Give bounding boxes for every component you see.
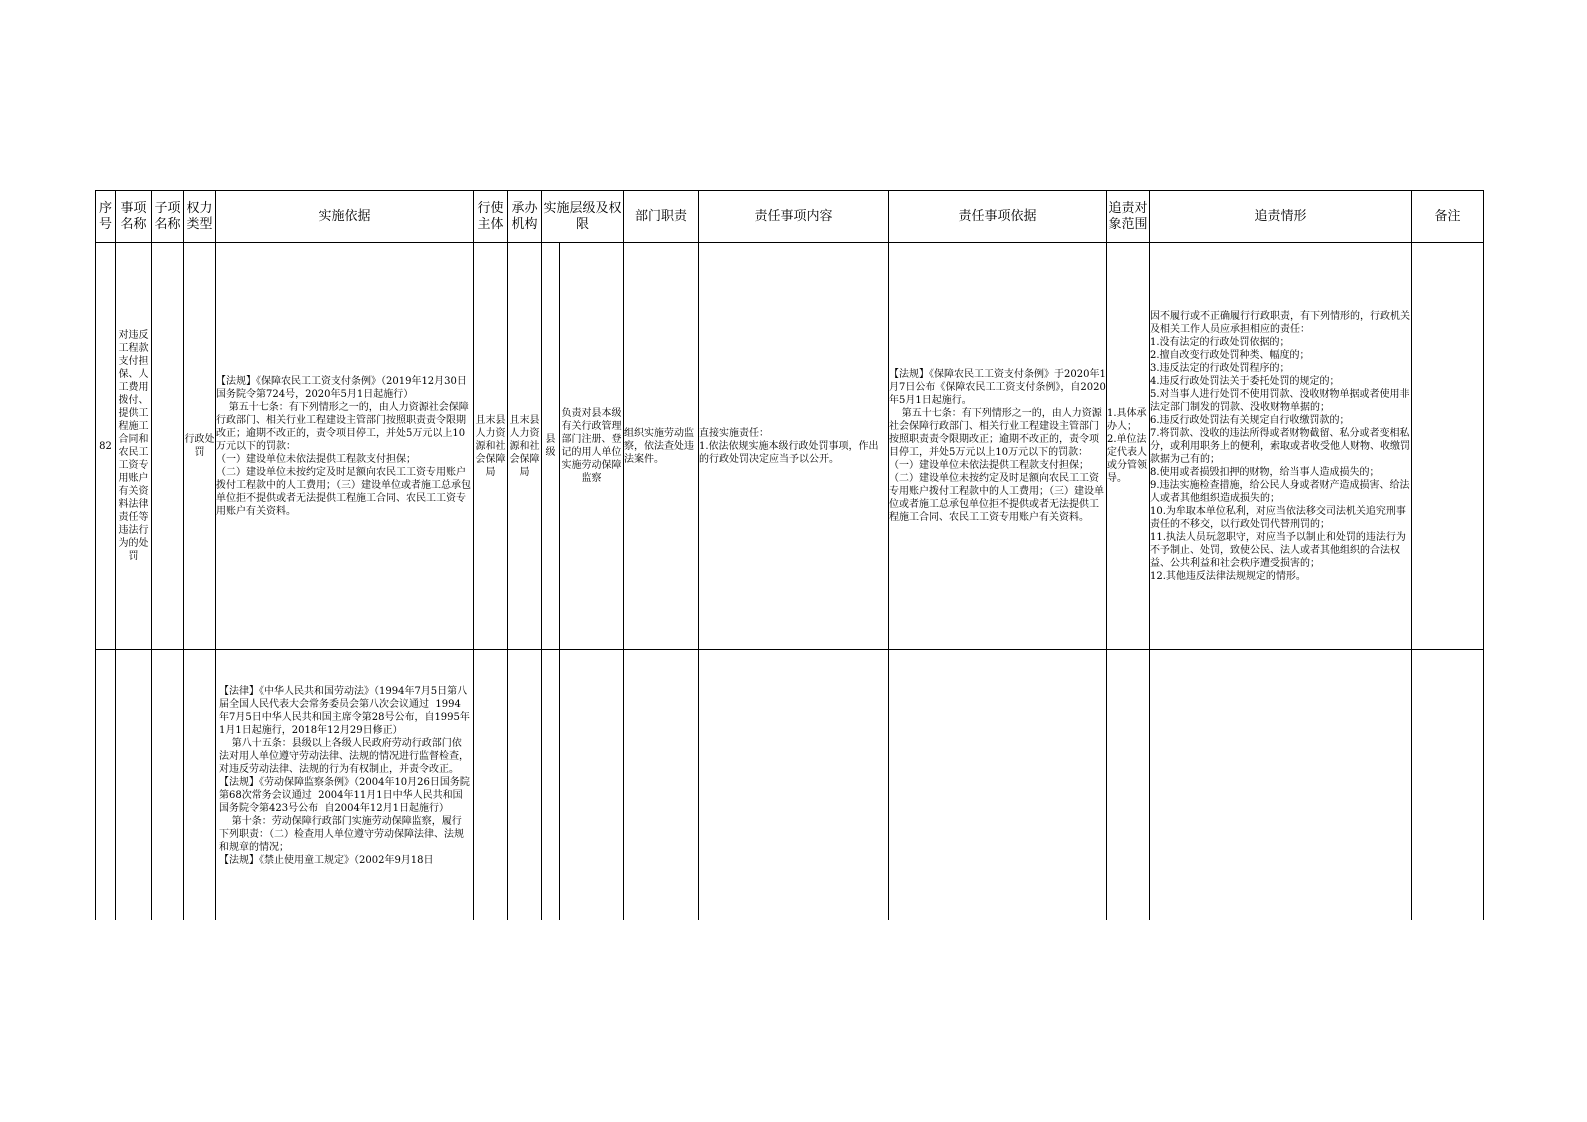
row-resp-content: 直接实施责任： 1.依法依规实施本级行政处罚事项，作出的行政处罚决定应当予以公开。 <box>699 243 889 650</box>
header-level: 实施层级及权限 <box>542 191 624 243</box>
row-basis: 【法规】《保障农民工工资支付条例》（2019年12月30日国务院令第724号，2020年5月1日起施行） 第五十七条：有下列情形之一的，由人力资源社会保障行政部门、相关行业工程建设主管部门按照职责责令限期改正；逾期不改正的，责令项目停工，并处5万元以上10万元以下的罚款： （一）建设单位未依法提供工程款支付担保； （二）建设单位未按约定及时足额向农民工工资专用账户拨付工程款中的人工费用；（三）建设单位或者施工总承包单位拒不提供或者无法提供工程施工合同、农民工工资专用账户有关资料。 <box>216 243 474 650</box>
row-level-name: 县级 <box>542 243 560 650</box>
header-circumstances: 追责情形 <box>1150 191 1412 243</box>
row-power-type: 行政处罚 <box>184 243 216 650</box>
row-scope: 1.具体承办人； 2.单位法定代表人或分管领导。 <box>1107 243 1150 650</box>
responsibility-table <box>95 190 1484 920</box>
header-row <box>96 191 1484 243</box>
row-resp-basis: 【法规】《保障农民工工资支付条例》于2020年1月7日公布《保障农民工工资支付条例》，自2020年5月1日起施行。 第五十七条：有下列情形之一的，由人力资源社会保障行政部门、相关行业工程建设主管部门按照职责责令限期改正；逾期不改正的，责令项目停工，并处5万元以上10万元以下的罚款：（一）建设单位未依法提供工程款支付担保；（二）建设单位未按约定及时足额向农民工工资专用账户拨付工程款中的人工费用；（三）建设单位或者施工总承包单位拒不提供或者无法提供工程施工合同、农民工工资专用账户有关资料。 <box>889 243 1107 650</box>
header-power-type: 权力类型 <box>184 191 216 243</box>
header-item-name: 事项名称 <box>116 191 152 243</box>
row-subject: 且末县人力资源和社会保障局 <box>474 243 508 650</box>
row-remarks <box>1412 243 1484 650</box>
row-level-authority: 负责对县本级有关行政管理部门注册、登记的用人单位实施劳动保障监察 <box>560 243 624 650</box>
header-basis: 实施依据 <box>216 191 474 243</box>
row-seq: 82 <box>96 243 116 650</box>
row-handling-org: 且末县人力资源和社会保障局 <box>508 243 542 650</box>
row-circumstances: 因不履行或不正确履行行政职责，有下列情形的，行政机关及相关工作人员应承担相应的责任： 1.没有法定的行政处罚依据的； 2.擅自改变行政处罚种类、幅度的； 3.违反法定的行政处罚程序的； 4.违反行政处罚法关于委托处罚的规定的； 5.对当事人进行处罚不使用罚款、没收财物单据或者使用非法定部门制发的罚款、没收财物单据的； 6.违反行政处罚法有关规定自行收缴罚款的； 7.将罚款、没收的违法所得或者财物截留、私分或者变相私分，或利用职务上的便利，索取或者收受他人财物、收缴罚款据为己有的； 8.使用或者损毁扣押的财物，给当事人造成损失的； 9.违法实施检查措施，给公民人身或者财产造成损害、给法人或者其他组织造成损失的； 10.为牟取本单位私利，对应当依法移交司法机关追究刑事责任的不移交，以行政处罚代替刑罚的； 11.执法人员玩忽职守，对应当予以制止和处罚的违法行为不予制止、处罚，致使公民、法人或者其他组织的合法权益、公共利益和社会秩序遭受损害的； 12.其他违反法律法规规定的情形。 <box>1150 243 1412 650</box>
row-sub-item-name <box>152 243 184 650</box>
table-row <box>96 243 1484 650</box>
header-sub-item-name: 子项名称 <box>152 191 184 243</box>
row-item-name: 对违反工程款支付担保、人工费用拨付、提供工程施工合同和农民工工资专用账户有关资料法律责任等违法行为的处罚 <box>116 243 152 650</box>
row-duty: 组织实施劳动监察，依法查处违法案件。 <box>624 243 699 650</box>
header-remarks: 备注 <box>1412 191 1484 243</box>
table-row <box>96 650 1484 921</box>
header-subject: 行使主体 <box>474 191 508 243</box>
header-resp-basis: 责任事项依据 <box>889 191 1107 243</box>
header-duty: 部门职责 <box>624 191 699 243</box>
header-handling-org: 承办机构 <box>508 191 542 243</box>
header-seq: 序号 <box>96 191 116 243</box>
header-scope: 追责对象范围 <box>1107 191 1150 243</box>
header-resp-content: 责任事项内容 <box>699 191 889 243</box>
row2-basis: 【法律】《中华人民共和国劳动法》（1994年7月5日第八届全国人民代表大会常务委员会第八次会议通过 1994年7月5日中华人民共和国主席令第28号公布，自1995年1月1日起施行，2018年12月29日修正） 第八十五条：县级以上各级人民政府劳动行政部门依法对用人单位遵守劳动法律、法规的情况进行监督检查，对违反劳动法律、法规的行为有权制止，并责令改正。 【法规】《劳动保障监察条例》（2004年10月26日国务院第68次常务会议通过 2004年11月1日中华人民共和国国务院令第423号公布 自2004年12月1日起施行） 第十条：劳动保障行政部门实施劳动保障监察，履行下列职责：（二）检查用人单位遵守劳动保障法律、法规和规章的情况； 【法规】《禁止使用童工规定》（2002年9月18日 <box>219 686 470 866</box>
